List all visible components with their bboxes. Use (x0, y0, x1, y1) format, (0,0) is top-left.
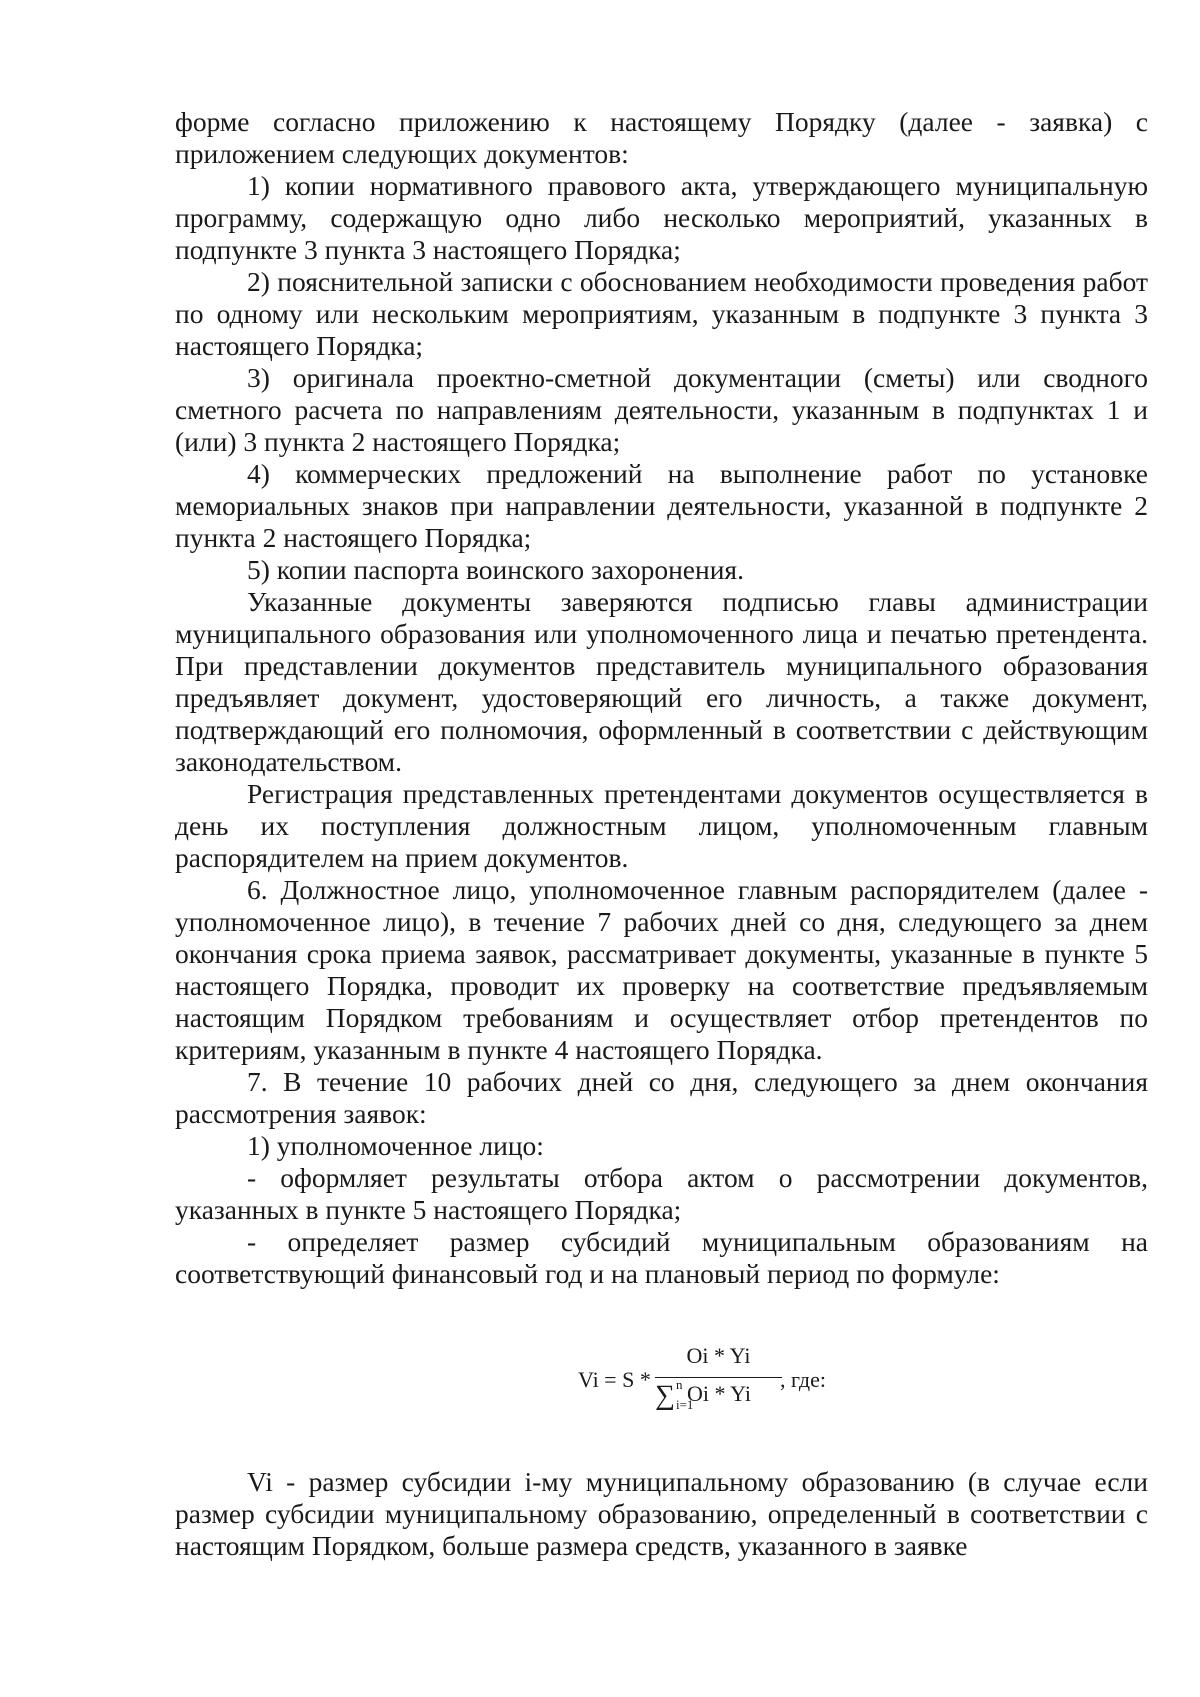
paragraph: 1) копии нормативного правового акта, утверждающего муниципальную программу, содержащую одно либо несколько мероприятий, указанных в подпункте 3 пункта 3 настоящего Порядка; (175, 170, 1148, 265)
formula-numerator: Oi * Yi (686, 1343, 751, 1368)
formula-denominator (655, 1377, 782, 1412)
sum-limits (675, 1377, 694, 1412)
denominator-term: Oi * Yi (686, 1381, 751, 1406)
paragraph: 7. В течение 10 рабочих дней со дня, следующего за днем окончания рассмотрения заявок: (175, 1066, 1148, 1129)
fraction-bar (655, 1377, 782, 1378)
paragraph: Регистрация представленных претендентами документов осуществляется в день их поступления должностным лицом, уполномоченным главным распорядителем на прием документов. (175, 778, 1148, 873)
lower-limit: i=1 (675, 1397, 694, 1412)
subsidy-formula (0, 1334, 1200, 1424)
formula-fraction (655, 1344, 782, 1420)
paragraph: - определяет размер субсидий муниципальным образованиям на соответствующий финансовый год и на плановый период по формуле: (175, 1226, 1148, 1289)
formula-lhs: Vi = S * (578, 1367, 651, 1392)
paragraph: 4) коммерческих предложений на выполнение работ по установке мемориальных знаков при направлении деятельности, указанной в подпункте 2 пункта 2 настоящего Порядка; (175, 458, 1148, 553)
upper-limit: n (675, 1377, 683, 1392)
sigma-symbol: ∑ (655, 1380, 675, 1411)
document-body (175, 106, 1148, 1290)
paragraph: - оформляет результаты отбора актом о рассмотрении документов, указанных в пункте 5 настоящего Порядка; (175, 1162, 1148, 1225)
paragraph: 3) оригинала проектно-сметной документации (сметы) или сводного сметного расчета по направлениям деятельности, указанным в подпунктах 1 и (или) 3 пункта 2 настоящего Порядка; (175, 362, 1148, 457)
paragraph: 1) уполномоченное лицо: (247, 1130, 544, 1161)
document-body-continued (175, 1466, 1148, 1562)
paragraph: 6. Должностное лицо, уполномоченное главным распорядителем (далее - уполномоченное лицо), в течение 7 рабочих дней со дня, следующего за днем окончания срока приема заявок, рассматривает документы, указанные в пункте 5 настоящего Порядка, проводит их проверку на соответствие предъявляемым настоящим Порядком требованиям и осуществляет отбор претендентов по критериям, указанным в пункте 4 настоящего Порядка. (175, 874, 1148, 1065)
paragraph: Указанные документы заверяются подписью главы администрации муниципального образования или уполномоченного лица и печатью претендента. При представлении документов представитель муниципального образования предъявляет документ, удостоверяющий его личность, а также документ, подтверждающий его полномочия, оформленный в соответствии с действующим законодательством. (175, 586, 1148, 777)
paragraph: Vi - размер субсидии i-му муниципальному образованию (в случае если размер субсидии муниципальному образованию, определенный в соответствии с настоящим Порядком, больше размера средств, указанного в заявке (175, 1466, 1148, 1561)
paragraph: 5) копии паспорта воинского захоронения. (247, 554, 744, 585)
formula-suffix: , где: (780, 1367, 826, 1392)
paragraph: 2) пояснительной записки с обоснованием необходимости проведения работ по одному или нескольким мероприятиям, указанным в подпункте 3 пункта 3 настоящего Порядка; (175, 266, 1148, 361)
paragraph: форме согласно приложению к настоящему Порядку (далее - заявка) с приложением следующих документов: (175, 106, 1148, 169)
